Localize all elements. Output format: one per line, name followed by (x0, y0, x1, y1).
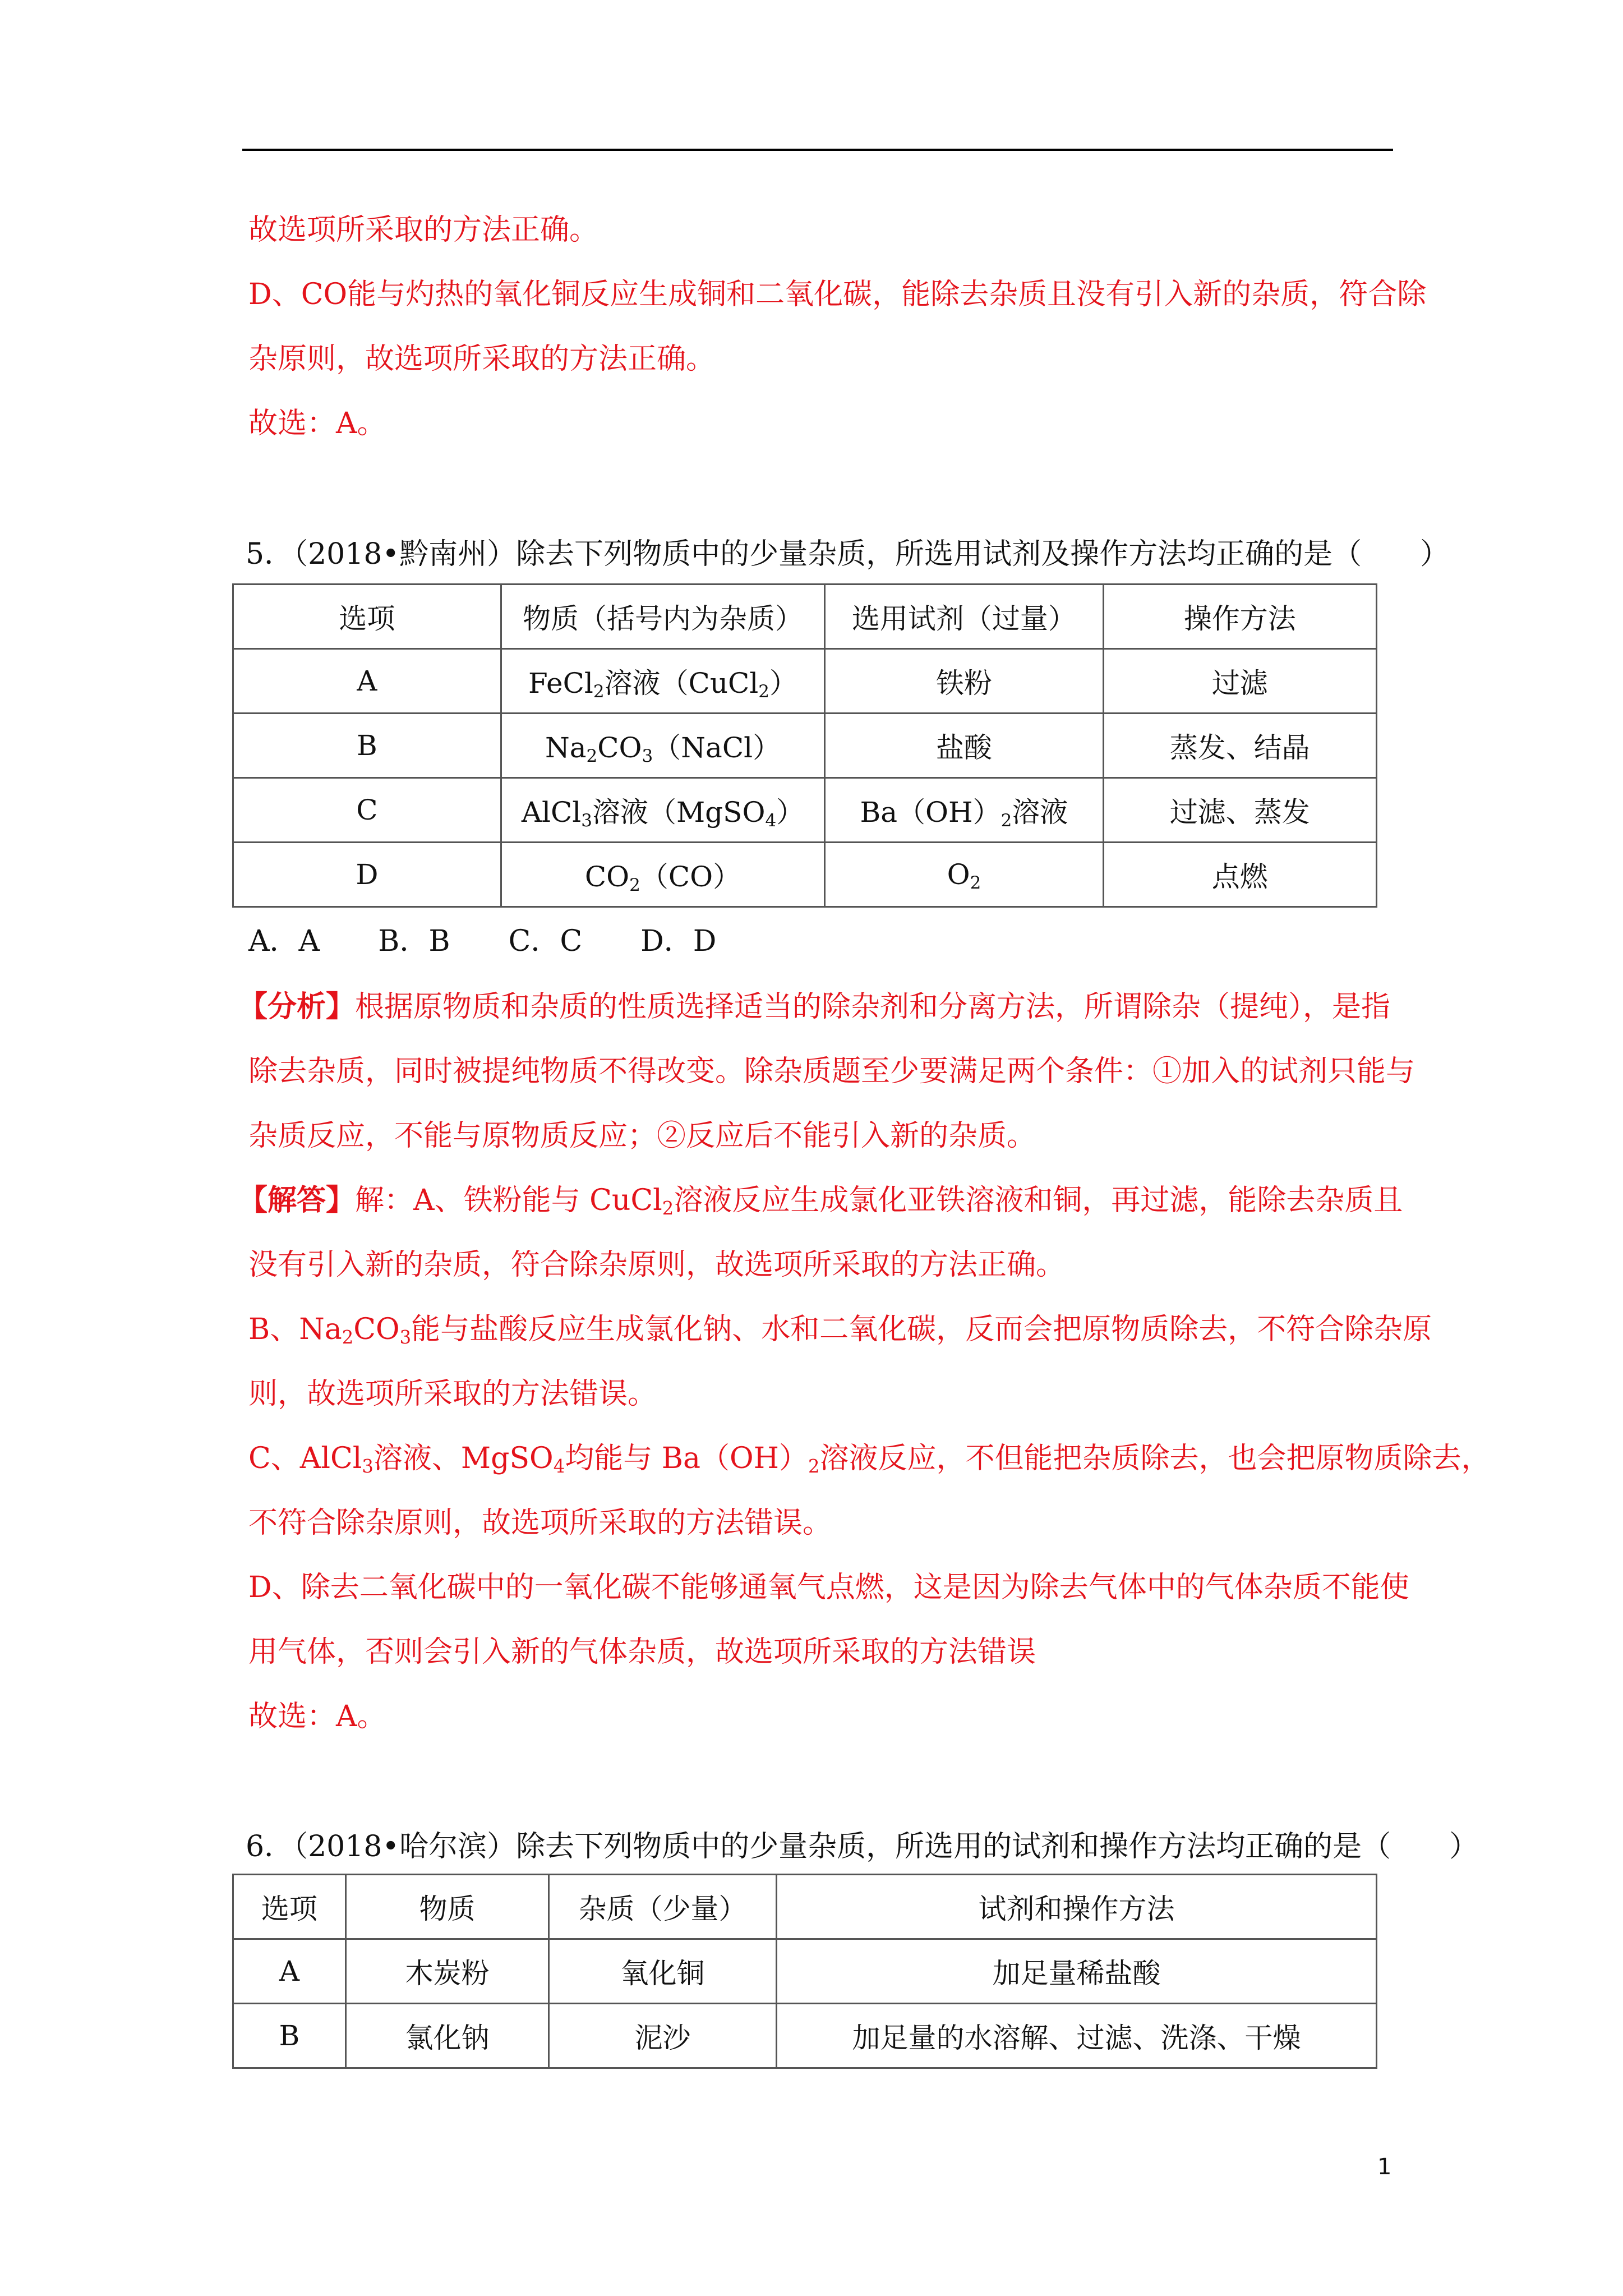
table-row (233, 649, 1377, 714)
formula-part: ） (776, 796, 805, 829)
q6-stem: 6．（2018•哈尔滨）除去下列物质中的少量杂质，所选用的试剂和操作方法均正确的是（ ） (246, 1830, 1479, 1864)
formula-subscript: 3 (581, 810, 592, 831)
q5-stem: 5．（2018•黔南州）除去下列物质中的少量杂质，所选用试剂及操作方法均正确的是（ ） (246, 537, 1450, 571)
header-rule (242, 149, 1393, 151)
q5-row-b-option: B (233, 714, 501, 778)
formula-subscript: 2 (629, 875, 640, 895)
formula-subscript: 3 (642, 746, 653, 766)
answer-text: CO (353, 1313, 400, 1346)
formula-part: FeCl (528, 667, 593, 700)
q5-answer-line-2: 没有引入新的杂质，符合除杂原则，故选项所采取的方法正确。 (248, 1248, 1066, 1282)
answer-text: B、Na (248, 1313, 342, 1346)
analysis-tag: 【分析】 (238, 990, 356, 1024)
formula-subscript: 2 (586, 746, 598, 766)
formula-subscript: 2 (758, 681, 770, 702)
q5-answer-line-3 (248, 1307, 1432, 1352)
q5-choices: A．A B．B C．C D．D (248, 924, 717, 958)
page-number: 1 (1377, 2154, 1392, 2180)
table-row (233, 843, 1377, 907)
prev-answer-final: 故选：A。 (248, 407, 386, 440)
formula-part: Na (545, 731, 587, 764)
table-row (233, 1939, 1377, 2004)
formula-subscript: 2 (970, 872, 981, 893)
answer-text: 溶液、MgSO (373, 1442, 554, 1475)
q5-row-a-reagent: 铁粉 (825, 649, 1103, 714)
q5-header-substance: 物质（括号内为杂质） (501, 585, 825, 649)
formula-subscript: 2 (593, 681, 605, 702)
formula-subscript: 2 (1000, 810, 1012, 831)
q5-answer-line-1 (238, 1178, 1403, 1223)
q6-row-a-substance: 木炭粉 (345, 1939, 548, 2004)
q5-answer-line-5 (248, 1436, 1490, 1481)
answer-text: 解：A、铁粉能与 CuCl (355, 1184, 662, 1217)
formula-part: （CO） (640, 861, 741, 893)
table-row (233, 2004, 1377, 2068)
q5-row-a-option: A (233, 649, 501, 714)
q6-row-a-method: 加足量稀盐酸 (776, 1939, 1376, 2004)
q5-table (232, 583, 1377, 908)
q5-answer-line-8: 用气体，否则会引入新的气体杂质，故选项所采取的方法错误 (248, 1635, 1036, 1669)
q5-row-a-operation: 过滤 (1103, 649, 1376, 714)
analysis-text: 根据原物质和杂质的性质选择适当的除杂剂和分离方法，所谓除杂（提纯），是指 (355, 990, 1391, 1024)
q5-row-b-substance (501, 714, 825, 778)
formula-part: AlCl (521, 796, 582, 829)
answer-text: 均能与 Ba（OH） (565, 1442, 808, 1475)
q5-row-c-operation: 过滤、蒸发 (1103, 778, 1376, 843)
q5-row-d-substance (501, 843, 825, 907)
q6-row-b-impurity: 泥沙 (549, 2004, 777, 2068)
q6-header-method: 试剂和操作方法 (776, 1875, 1376, 1939)
formula-subscript: 2 (808, 1456, 820, 1478)
q5-row-c-substance (501, 778, 825, 843)
q6-header-option: 选项 (233, 1875, 346, 1939)
formula-part: CO (597, 731, 642, 764)
formula-subscript: 3 (399, 1327, 412, 1349)
formula-subscript: 4 (765, 810, 777, 831)
q6-row-b-substance: 氯化钠 (345, 2004, 548, 2068)
q5-answer-line-4: 则，故选项所采取的方法错误。 (248, 1377, 657, 1411)
formula-part: （NaCl） (653, 731, 781, 764)
table-row (233, 778, 1377, 843)
q5-row-d-operation: 点燃 (1103, 843, 1376, 907)
q5-analysis-line-1 (238, 984, 1390, 1029)
q6-header-impurity: 杂质（少量） (549, 1875, 777, 1939)
q5-header-reagent: 选用试剂（过量） (825, 585, 1103, 649)
q5-row-c-reagent (825, 778, 1103, 843)
q6-row-b-option: B (233, 2004, 346, 2068)
formula-part: 溶液（CuCl (604, 667, 759, 700)
table-row (233, 714, 1377, 778)
q5-row-d-option: D (233, 843, 501, 907)
q5-answer-line-7: D、除去二氧化碳中的一氧化碳不能够通氧气点燃，这是因为除去气体中的气体杂质不能使 (248, 1571, 1409, 1604)
formula-part: ） (769, 667, 798, 700)
q6-header-substance: 物质 (345, 1875, 548, 1939)
q6-table (232, 1874, 1377, 2069)
q5-row-d-reagent (825, 843, 1103, 907)
formula-subscript: 2 (662, 1198, 674, 1220)
q5-row-b-operation: 蒸发、结晶 (1103, 714, 1376, 778)
prev-answer-line-1: 故选项所采取的方法正确。 (248, 213, 599, 247)
q5-row-a-substance (501, 649, 825, 714)
answer-text: 能与盐酸反应生成氯化钠、水和二氧化碳，反而会把原物质除去，不符合除杂原 (411, 1313, 1432, 1346)
q5-row-c-option: C (233, 778, 501, 843)
q5-header-operation: 操作方法 (1103, 585, 1376, 649)
formula-part: Ba（OH） (860, 796, 1001, 829)
q5-answer-line-6: 不符合除杂原则，故选项所采取的方法错误。 (248, 1506, 832, 1540)
formula-part: 溶液（MgSO (592, 796, 766, 829)
formula-part: 溶液 (1012, 796, 1068, 829)
answer-text: 溶液反应生成氯化亚铁溶液和铜，再过滤，能除去杂质且 (674, 1184, 1403, 1217)
q5-analysis-line-3: 杂质反应，不能与原物质反应；②反应后不能引入新的杂质。 (248, 1119, 1036, 1153)
formula-subscript: 4 (553, 1456, 565, 1478)
q5-row-b-reagent: 盐酸 (825, 714, 1103, 778)
q5-table-header-row (233, 585, 1377, 649)
answer-text: 溶液反应，不但能把杂质除去，也会把原物质除去， (819, 1442, 1491, 1475)
q6-row-b-method: 加足量的水溶解、过滤、洗涤、干燥 (776, 2004, 1376, 2068)
q5-answer-final: 故选：A。 (248, 1700, 386, 1733)
q5-analysis-line-2: 除去杂质，同时被提纯物质不得改变。除杂质题至少要满足两个条件：①加入的试剂只能与 (248, 1055, 1415, 1088)
answer-text: C、AlCl (248, 1442, 362, 1475)
answer-tag: 【解答】 (238, 1183, 356, 1217)
q6-table-header-row (233, 1875, 1377, 1939)
prev-answer-line-2: D、CO能与灼热的氧化铜反应生成铜和二氧化碳，能除去杂质且没有引入新的杂质，符合除 (248, 278, 1427, 311)
q5-header-option: 选项 (233, 585, 501, 649)
q6-row-a-option: A (233, 1939, 346, 2004)
q6-row-a-impurity: 氧化铜 (549, 1939, 777, 2004)
formula-part: CO (584, 861, 630, 893)
formula-subscript: 3 (362, 1456, 374, 1478)
formula-part: O (947, 858, 970, 891)
prev-answer-line-3: 杂原则，故选项所采取的方法正确。 (248, 342, 716, 376)
formula-subscript: 2 (342, 1327, 354, 1349)
